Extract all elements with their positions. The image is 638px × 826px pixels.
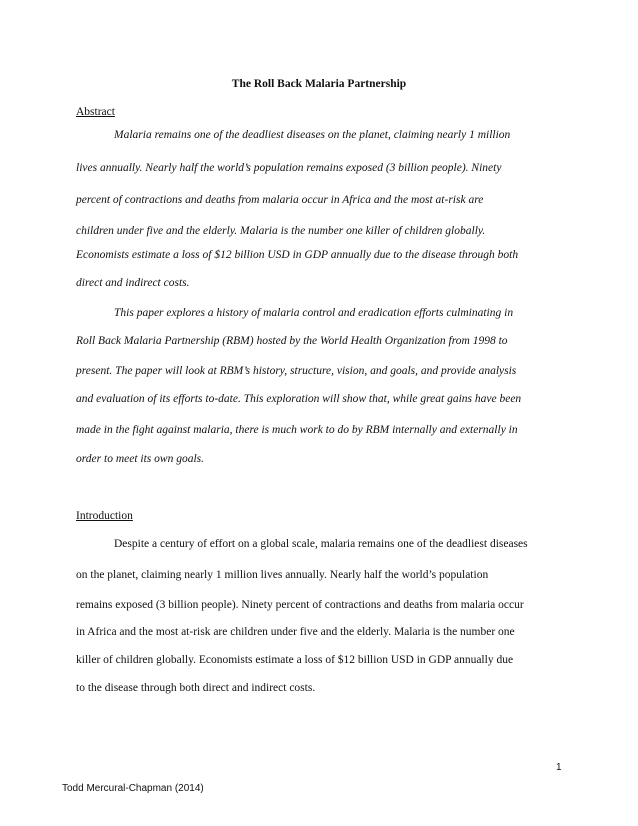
abstract-line: order to meet its own goals. [76, 453, 204, 465]
abstract-line: This paper explores a history of malaria control and eradication efforts culminating in [114, 307, 514, 319]
document-title: The Roll Back Malaria Partnership [231, 78, 407, 90]
page-number: 1 [556, 762, 562, 773]
abstract-line: and evaluation of its efforts to-date. This exploration will show that, while great gains have been [76, 393, 522, 405]
introduction-line: Despite a century of effort on a global scale, malaria remains one of the deadliest diseases [114, 538, 528, 550]
introduction-line: to the disease through both direct and indirect costs. [76, 682, 316, 694]
abstract-line: Roll Back Malaria Partnership (RBM) hosted by the World Health Organization from 1998 to [76, 335, 508, 347]
abstract-line: children under five and the elderly. Malaria is the number one killer of children globally. [76, 225, 486, 237]
abstract-line: Malaria remains one of the deadliest diseases on the planet, claiming nearly 1 million [114, 129, 511, 141]
abstract-heading: Abstract [76, 106, 115, 118]
abstract-line: present. The paper will look at RBM’s history, structure, vision, and goals, and provide analysis [76, 365, 517, 377]
introduction-line: on the planet, claiming nearly 1 million lives annually. Nearly half the world’s population [76, 569, 489, 581]
introduction-line: killer of children globally. Economists estimate a loss of $12 billion USD in GDP annually due [76, 654, 514, 666]
abstract-line: direct and indirect costs. [76, 277, 190, 289]
introduction-heading: Introduction [76, 510, 133, 522]
abstract-line: Economists estimate a loss of $12 billion USD in GDP annually due to the disease through both [76, 249, 519, 261]
abstract-line: made in the fight against malaria, there is much work to do by RBM internally and externally in [76, 424, 518, 436]
introduction-line: in Africa and the most at-risk are children under five and the elderly. Malaria is the number one [76, 626, 515, 638]
abstract-line: percent of contractions and deaths from malaria occur in Africa and the most at-risk are [76, 194, 484, 206]
page-footer: Todd Mercural-Chapman (2014) [62, 783, 204, 794]
abstract-line: lives annually. Nearly half the world’s population remains exposed (3 billion people). Ninety [76, 162, 502, 174]
introduction-line: remains exposed (3 billion people). Ninety percent of contractions and deaths from malaria occur [76, 599, 524, 611]
